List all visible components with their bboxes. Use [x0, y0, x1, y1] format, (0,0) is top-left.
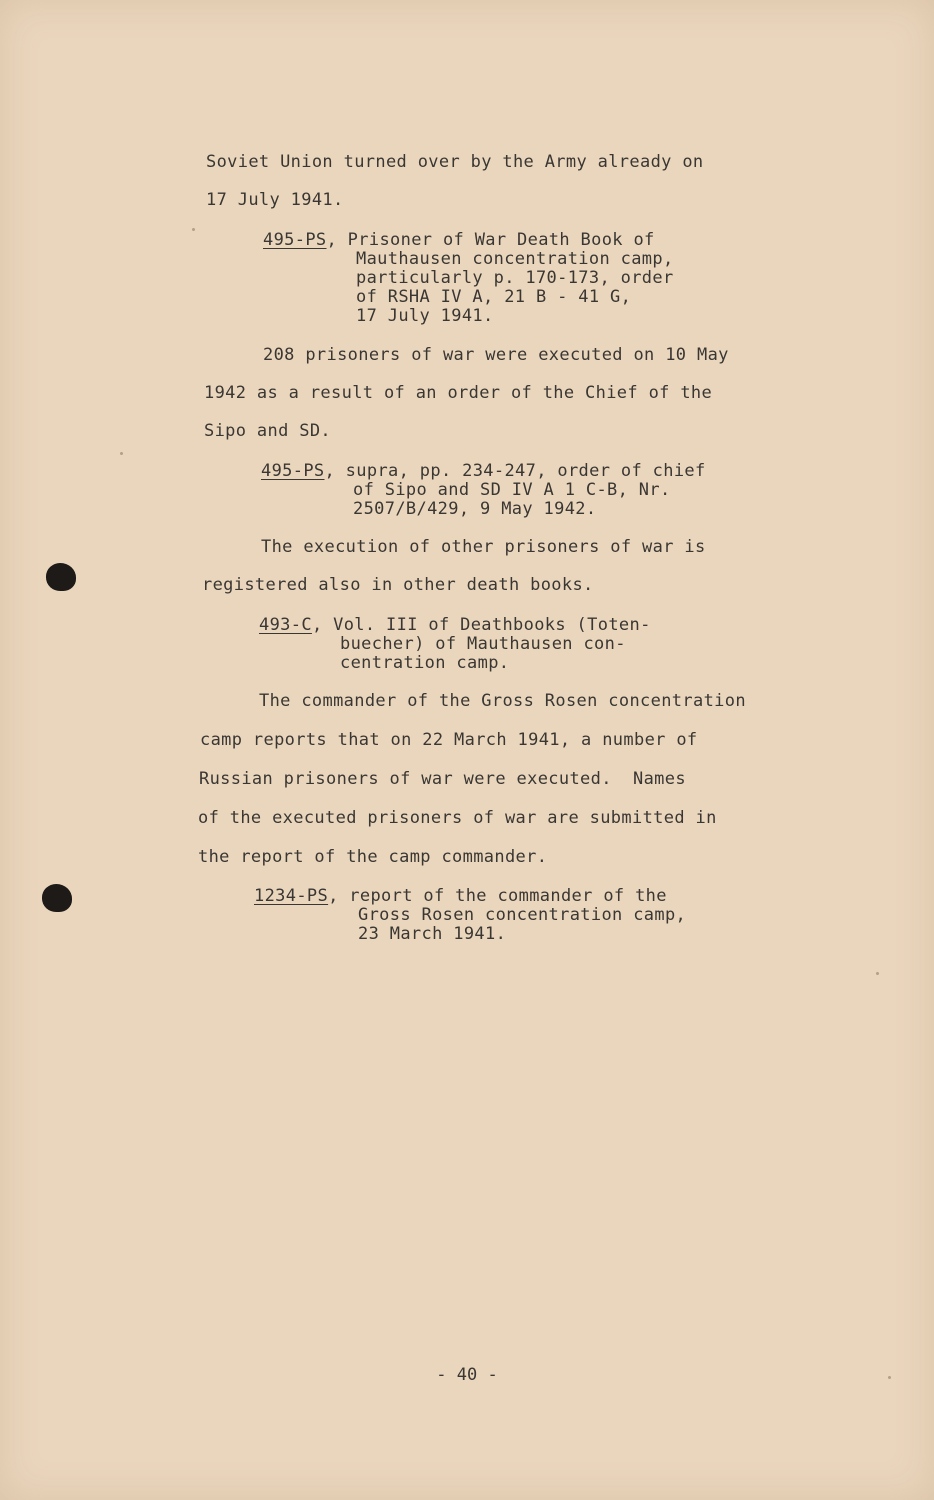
punch-hole-upper: [46, 563, 76, 591]
citation-495-ps-death-book: [263, 231, 655, 250]
citation-text-line: centration camp.: [340, 653, 510, 673]
citation-text-line: of Sipo and SD IV A 1 C-B, Nr.: [353, 480, 671, 500]
citation-text-line: of RSHA IV A, 21 B - 41 G,: [356, 287, 632, 307]
exhibit-reference: 1234-PS: [254, 886, 329, 906]
punch-hole-lower: [42, 884, 72, 912]
body-text-line: Russian prisoners of war were executed. Names: [199, 769, 686, 789]
citation-1234-ps-report: [254, 887, 667, 906]
citation-495-ps-supra: [261, 462, 706, 481]
citation-text-line: , Prisoner of War Death Book of: [326, 230, 655, 250]
page-number: - 40 -: [436, 1365, 498, 1385]
body-text-line: camp reports that on 22 March 1941, a number of: [200, 730, 698, 750]
citation-text-line: 2507/B/429, 9 May 1942.: [353, 499, 597, 519]
citation-text-line: particularly p. 170-173, order: [356, 268, 674, 288]
citation-text-line: Mauthausen concentration camp,: [356, 249, 674, 269]
exhibit-reference: 493-C: [259, 615, 312, 635]
paper-speck: [192, 228, 195, 231]
citation-text-line: Gross Rosen concentration camp,: [358, 905, 687, 925]
citation-text-line: 23 March 1941.: [358, 924, 507, 944]
body-text-line: 17 July 1941.: [206, 190, 344, 210]
citation-text-line: buecher) of Mauthausen con-: [340, 634, 626, 654]
body-text-line: the report of the camp commander.: [198, 847, 548, 867]
paper-speck: [120, 452, 123, 455]
paper-speck: [876, 972, 879, 975]
body-text-line: 1942 as a result of an order of the Chief of the: [204, 383, 713, 403]
body-text-line: 208 prisoners of war were executed on 10 May: [263, 345, 729, 365]
body-text-line: registered also in other death books.: [202, 575, 594, 595]
body-text-line: of the executed prisoners of war are submitted in: [198, 808, 717, 828]
body-text-line: Sipo and SD.: [204, 421, 332, 441]
citation-text-line: , report of the commander of the: [328, 886, 667, 906]
citation-text-line: , supra, pp. 234-247, order of chief: [324, 461, 706, 481]
citation-text-line: 17 July 1941.: [356, 306, 494, 326]
exhibit-reference: 495-PS: [263, 230, 327, 250]
body-text-line: The commander of the Gross Rosen concentration: [259, 691, 746, 711]
citation-493-c-deathbooks: [259, 616, 651, 635]
citation-text-line: , Vol. III of Deathbooks (Toten-: [311, 615, 651, 635]
body-text-line: The execution of other prisoners of war is: [261, 537, 706, 557]
body-text-line: Soviet Union turned over by the Army already on: [206, 152, 704, 172]
exhibit-reference: 495-PS: [261, 461, 325, 481]
